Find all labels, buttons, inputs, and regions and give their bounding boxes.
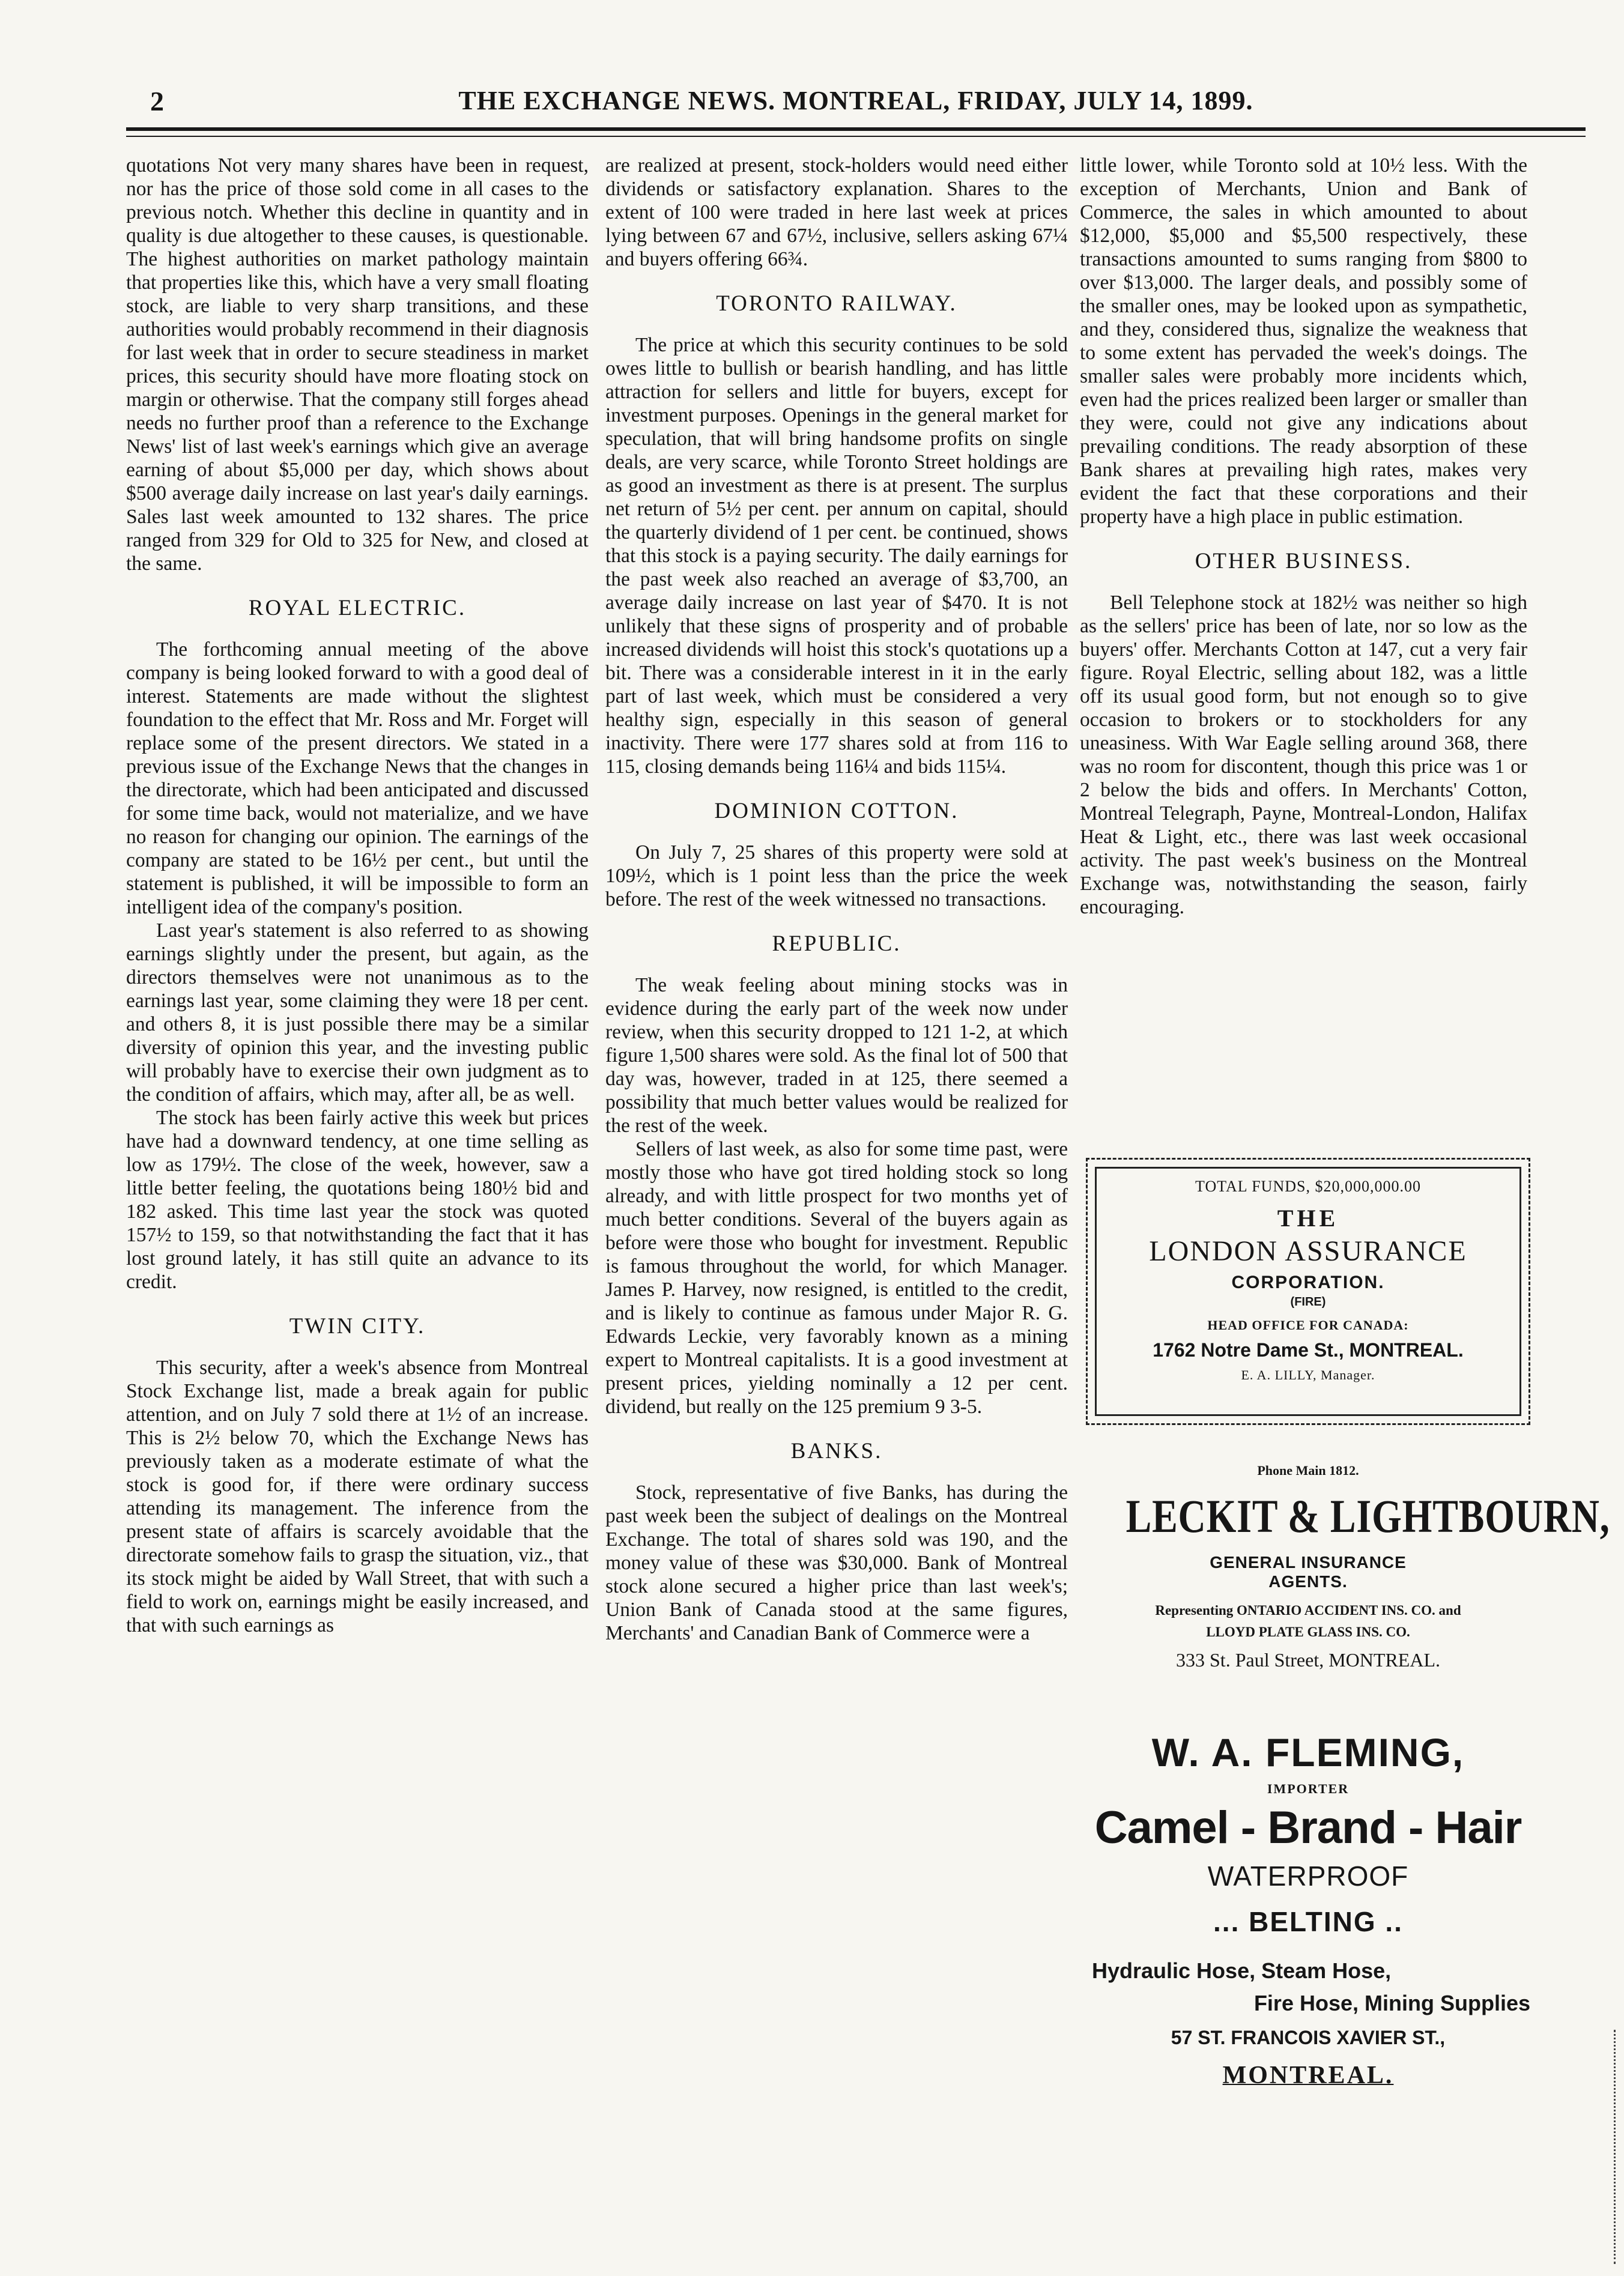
- ad-address: 1762 Notre Dame St., MONTREAL.: [1153, 1339, 1464, 1361]
- masthead-row: [126, 85, 1586, 121]
- ad-hose-line: Fire Hose, Mining Supplies: [1253, 1991, 1530, 2015]
- column-2: [605, 154, 1068, 1645]
- article-paragraph: little lower, while Toronto sold at 10½ less. With the exception of Merchants, Union and Bank of Commerce, the sales in which amounted to about $12,000, $5,000 and $5,500 respectively, these transactions amounted to sums ranging from $800 to over $13,000. The larger deals, and possibly some of the smaller ones, may be looked upon as sympathetic, and they, considered thus, signalize the weakness that to some extent has pervaded the week's doings. The smaller sales were probably more incidents which, even had the prices realized been larger or smaller than they were, could not give any indications about prevailing conditions. The ready absorption of these Bank shares at prevailing high rates, makes very evident the fact that these corporations and their property have a high place in public estimation.: [1080, 154, 1527, 528]
- ad-fire: (FIRE): [1290, 1295, 1326, 1309]
- ad-agents-line: GENERAL INSURANCE: [1210, 1553, 1407, 1572]
- masthead: THE EXCHANGE NEWS. MONTREAL, FRIDAY, JULY 14, 1899.: [458, 86, 1253, 115]
- ad-agents-line: AGENTS.: [1268, 1572, 1348, 1591]
- ad-corporation: CORPORATION.: [1231, 1273, 1385, 1292]
- ad-fleming-street: 57 ST. FRANCOIS XAVIER ST.,: [1171, 2027, 1446, 2048]
- masthead-rule-thin: [126, 136, 1586, 137]
- article-paragraph: Stock, representative of five Banks, has during the past week been the subject of dealings on the Montreal Exchange. The total of shares sold was 190, and the money value of these was $30,000. Bank of Montreal stock alone secured a higher price than last week's; Union Bank of Canada stood at the same figures, Merchants' and Canadian Bank of Commerce were a: [605, 1482, 1068, 1644]
- article-paragraph: Bell Telephone stock at 182½ was neither so high as the sellers' price has been of late, nor so low as the buyers' offer. Merchants Cotton at 147, cut a very fair figure. Royal Electric, selling about 182, was a little off its usual good form, but not enough so to give occasion to brokers or to stockholders for any uneasiness. With War Eagle selling around 368, there was no room for discontent, though this price was 1 or 2 below the bids and offers. In Merchants' Cotton, Montreal Telegraph, Payne, Montreal-London, Halifax Heat & Light, etc., there was last week occasional activity. The past week's business on the Montreal Exchange was, notwithstanding the season, fairly encouraging.: [1080, 592, 1527, 918]
- advertisement-leckit-lightbourn: [1086, 1463, 1610, 1671]
- article-paragraph: On July 7, 25 shares of this property were sold at 109½, which is 1 point less than the price the week before. The rest of the week witnessed no transactions.: [605, 841, 1068, 910]
- ad-fleming-name: W. A. FLEMING,: [1151, 1730, 1465, 1775]
- article-paragraph: This security, after a week's absence from Montreal Stock Exchange list, made a break again for public attention, and on July 7 sold there at 1½ of an increase. This is 2½ below 70, which the Exchange News has previously taken as a moderate estimate of what the stock is good for, if there were ordinary success attending its management. The inference from the present state of affairs is scarcely avoidable that the directorate somehow fails to grasp the situation, viz., that its stock might be aided by Wall Street, that with such a field to work on, earnings might be easily increased, and that with such earnings as: [126, 1357, 589, 1636]
- article-paragraph: The price at which this security continues to be sold owes little to bullish or bearish handling, and has little attraction for sellers and little for buyers, except for investment purposes. Openings in the general market for speculation, that will bring handsome profits on single deals, are very scarce, while Toronto Street holdings are as good an investment as there is at present. The surplus net return of 5½ per cent. per annum on capital, should the quarterly dividend of 1 per cent. be continued, shows that this stock is a paying security. The daily earnings for the past week also reached an average of $3,700, an average daily increase on last year of $470. It is not unlikely that these signs of prosperity and of probable increased dividends will hoist this stock's quotations up a bit. There was a considerable interest in it in the early part of last week, which must be considered a very healthy sign, especially in this season of general inactivity. There were 177 shares sold at from 116 to 115, closing demands being 116¼ and bids 115¼.: [605, 334, 1068, 778]
- ad-phone: Phone Main 1812.: [1257, 1463, 1359, 1478]
- ad-waterproof: WATERPROOF: [1207, 1860, 1409, 1892]
- section-heading-republic: REPUBLIC.: [772, 931, 901, 956]
- ad-belting: ... BELTING ..: [1213, 1906, 1403, 1937]
- column-1: [126, 154, 589, 1637]
- ad-company-name: LONDON ASSURANCE: [1149, 1235, 1467, 1267]
- article-paragraph: are realized at present, stock-holders would need either dividends or satisfactory explanation. Shares to the extent of 100 were traded in here last week at prices lying between 67 and 67½, inclusive, sellers asking 67¼ and buyers offering 66¾.: [605, 154, 1068, 270]
- ad-representing: [1086, 1600, 1530, 1643]
- ad-rep-line: Representing ONTARIO ACCIDENT INS. CO. and: [1155, 1603, 1461, 1618]
- ad-hose-line: Hydraulic Hose, Steam Hose,: [1092, 1958, 1392, 1983]
- advertisement-london-assurance: [1086, 1158, 1530, 1425]
- section-heading-toronto-railway: TORONTO RAILWAY.: [716, 291, 957, 316]
- section-heading-banks: BANKS.: [790, 1439, 883, 1463]
- ad-total-funds: TOTAL FUNDS, $20,000,000.00: [1195, 1178, 1421, 1195]
- masthead-rule-thick: [126, 127, 1586, 131]
- article-paragraph: Sellers of last week, as also for some time past, were mostly those who have got tired holding stock so long already, and with little prospect for two months yet of much better conditions. Several of the buyers again as before were those who bought for investment. Republic is famous throughout the world, for which Manager. James P. Harvey, now resigned, is entitled to the credit, and is likely to continue as famous under Major R. G. Edwards Leckie, very favorably known as a mining expert to Montreal capitalists. It is a good investment at present prices, yielding nominally a 12 per cent. dividend, but really on the 125 premium 9 3-5.: [605, 1138, 1068, 1418]
- article-paragraph: The stock has been fairly active this week but prices have had a downward tendency, at one time selling as low as 179½. The close of the week, however, saw a little better feeling, the quotations being 180½ bid and 182 asked. This time last year the stock was quoted 157½ to 159, so that notwithstanding the fact that it has lost ground lately, it has still quite an advance to its credit.: [126, 1107, 589, 1293]
- ad-head-office: HEAD OFFICE FOR CANADA:: [1207, 1318, 1409, 1333]
- article-paragraph: The forthcoming annual meeting of the above company is being looked forward to with a good deal of interest. Statements are made without the slightest foundation to the effect that Mr. Ross and Mr. Forget will replace some of the present directors. We stated in a previous issue of the Exchange News that the changes in the directorate, which had been anticipated and discussed for some time back, would not materialize, and we have no reason for changing our opinion. The earnings of the company are stated to be 16½ per cent., but until the statement is published, it will be impossible to form an intelligent idea of the company's position.: [126, 638, 589, 918]
- article-paragraph: quotations Not very many shares have been in request, nor has the price of those sold come in all cases to the previous notch. Whether this decline in quantity and in quality is due altogether to these causes, is questionable. The highest authorities on market pathology maintain that properties like this, which have a very small floating stock, are liable to very sharp transitions, and these authorities would probably recommend in their diagnosis for last week that in order to secure steadiness in market prices, this security should have more floating stock on margin or otherwise. That the company still forges ahead needs no further proof than a reference to the Exchange News' list of last week's earnings which give an average earning of about $5,000 per day, which shows about $500 average daily increase on last year's daily earnings. Sales last week amounted to 132 shares. The price ranged from 329 for Old to 325 for New, and closed at the same.: [126, 154, 589, 575]
- section-heading-royal-electric: ROYAL ELECTRIC.: [248, 596, 467, 620]
- ad-manager: E. A. LILLY, Manager.: [1241, 1367, 1375, 1382]
- article-paragraph: The weak feeling about mining stocks was in evidence during the early part of the week now under review, when this security dropped to 121 1-2, at which figure 1,500 shares were sold. As the final lot of 500 that day was, however, traded in at 125, there seemed a possibility that much better values would be realized for the rest of the week.: [605, 974, 1068, 1137]
- article-paragraph: Last year's statement is also referred to as showing earnings slightly under the present, but again, as the directors themselves were not unanimous as to the earnings last year, some claiming they were 18 per cent. and others 8, it is just possible there may be a similar diversity of opinion this year, and the investing public will probably have to exercise their own judgment as to the condition of affairs, which may, after all, be as well.: [126, 919, 589, 1106]
- ad-rep-line: LLOYD PLATE GLASS INS. CO.: [1206, 1624, 1410, 1639]
- section-heading-dominion-cotton: DOMINION COTTON.: [714, 799, 959, 823]
- page-number: 2: [150, 86, 164, 117]
- ad-importer: IMPORTER: [1267, 1781, 1350, 1796]
- ad-the: THE: [1277, 1205, 1339, 1232]
- ad-product: Camel - Brand - Hair: [1094, 1802, 1522, 1853]
- page-edge-perforation: [1610, 2030, 1616, 2264]
- advertisement-w-a-fleming: [1086, 1730, 1530, 2090]
- column-3: [1080, 154, 1527, 919]
- ad-firm-name: LECKIT & LIGHTBOURN,: [1126, 1490, 1610, 1542]
- ad-agents: [1086, 1553, 1530, 1591]
- section-heading-twin-city: TWIN CITY.: [289, 1314, 426, 1339]
- ad-street: 333 St. Paul Street, MONTREAL.: [1176, 1649, 1440, 1671]
- ad-fleming-city: MONTREAL.: [1222, 2062, 1394, 2089]
- section-heading-other-business: OTHER BUSINESS.: [1195, 549, 1413, 574]
